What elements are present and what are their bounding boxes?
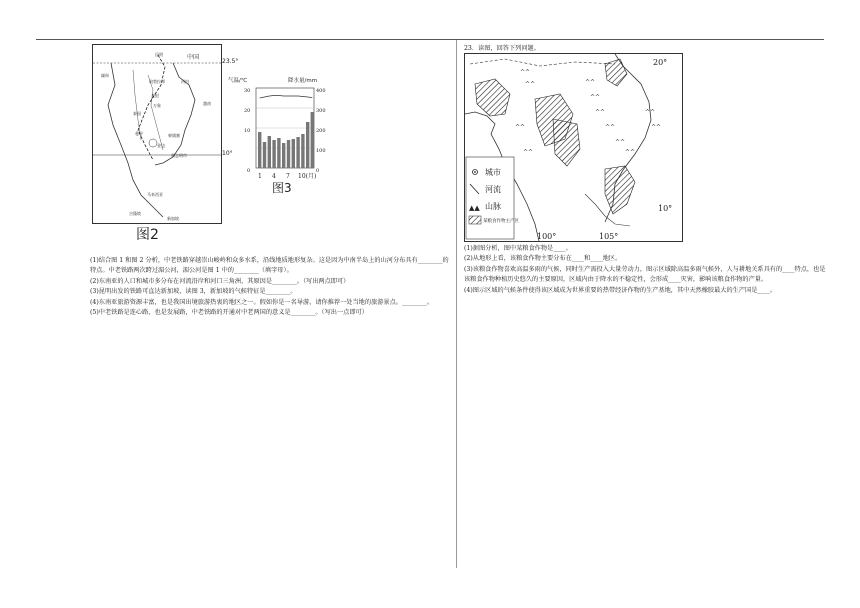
- svg-text:7: 7: [286, 173, 290, 180]
- bar-5: [277, 138, 280, 168]
- svg-text:^^: ^^: [525, 81, 536, 88]
- lat-20-label: 20°: [653, 58, 668, 67]
- question-2: (2)东南亚的人口和城市多分布在河流沿岸和河口三角洲，其原因是________。（写出两点即可）: [90, 277, 350, 285]
- svg-text:河内: 河内: [181, 79, 189, 84]
- svg-text:30: 30: [244, 88, 251, 94]
- question-5: (5)中老铁路是连心路，也是发展路，中老铁路的开通对中老两国的意义是________。（写出一点即可）: [90, 309, 368, 317]
- question-23-3: (3)该粮食作物喜欢高温多雨的气候，同时生产需投入大量劳动力，图示区域除高温多雨气候外，人与耕地关系具有的____特点，也是该粮食作物种植历史悠久的主要原因，区域内由于降水的不稳定性，会形成____灾害，影响该粮食作物的产量。: [464, 265, 826, 284]
- figure-2-map-drawing: [93, 45, 221, 223]
- svg-text:20: 20: [244, 108, 251, 114]
- bar-7: [287, 140, 290, 168]
- question-23-title: 23．读图，回答下列问题。: [464, 45, 540, 52]
- svg-text:万象: 万象: [153, 103, 161, 108]
- svg-text:^^: ^^: [523, 149, 534, 156]
- svg-text:^^: ^^: [651, 124, 662, 131]
- svg-text:新加坡: 新加坡: [167, 216, 179, 221]
- svg-text:^^: ^^: [615, 139, 626, 146]
- production-area-icon: [469, 216, 481, 224]
- lat-10-label-right: 10°: [658, 204, 673, 213]
- svg-text:马来西亚: 马来西亚: [147, 192, 163, 197]
- svg-text:^^: ^^: [590, 94, 601, 101]
- bar-11: [306, 122, 309, 168]
- question-23-2: (2)从地形上看，该粮食作物主要分布在____和____地区。: [464, 255, 622, 263]
- svg-text:0: 0: [247, 168, 251, 174]
- column-divider: [456, 40, 457, 568]
- lat-10-label: 10°: [222, 150, 233, 157]
- svg-text:4: 4: [272, 173, 276, 180]
- bar-3: [268, 136, 271, 168]
- svg-text:100: 100: [316, 148, 326, 154]
- svg-text:城市: 城市: [485, 168, 501, 177]
- top-rule: [36, 39, 824, 40]
- svg-text:10: 10: [244, 128, 251, 134]
- label-china: 中国: [187, 54, 200, 61]
- svg-text:琅勃拉邦: 琅勃拉邦: [149, 79, 165, 84]
- svg-text:山脉: 山脉: [485, 202, 501, 211]
- svg-text:400: 400: [316, 88, 326, 94]
- question-3: (3)昆明出发的铁路可直达新加坡，读图 3，新加坡的气候特征是________。: [90, 288, 297, 296]
- svg-text:^^: ^^: [625, 149, 636, 156]
- figure-3-climate-chart: [230, 76, 330, 206]
- precip-axis-label: 降水量/mm: [288, 78, 318, 84]
- bar-8: [292, 139, 295, 168]
- svg-text:老挝: 老挝: [151, 93, 159, 98]
- svg-text:金边: 金边: [157, 143, 165, 148]
- question-4: (4)东南亚旅游资源丰富，也是我国出境旅游热衷的地区之一。假如你是一名导游，请你推荐一处当地的旅游景点。________。: [90, 298, 433, 306]
- climate-plot: [230, 84, 330, 194]
- temp-axis-label: 气温/℃: [228, 78, 248, 84]
- lat-23-label: 23.5°: [222, 58, 239, 65]
- bar-2: [263, 142, 266, 168]
- figure-2-caption: 图2: [136, 227, 159, 243]
- svg-text:越南: 越南: [203, 101, 211, 106]
- question-23-map-drawing: [465, 54, 682, 241]
- bar-10: [301, 134, 304, 168]
- svg-text:^^: ^^: [595, 109, 606, 116]
- svg-text:胡志明市: 胡志明市: [171, 153, 187, 158]
- svg-text:200: 200: [316, 128, 326, 134]
- svg-text:缅甸: 缅甸: [101, 73, 109, 78]
- question-23-1: (1)据图分析，图中某粮食作物是____。: [464, 245, 572, 252]
- svg-text:泰国: 泰国: [133, 111, 141, 116]
- svg-text:1: 1: [258, 173, 262, 180]
- right-questions: [464, 244, 830, 296]
- svg-text:柬埔寨: 柬埔寨: [168, 133, 180, 138]
- svg-text:300: 300: [316, 108, 326, 114]
- svg-text:曼谷: 曼谷: [135, 131, 143, 136]
- bar-9: [296, 137, 299, 168]
- svg-text:昆明: 昆明: [155, 52, 163, 57]
- river-mekong: [148, 75, 163, 150]
- bar-4: [272, 140, 275, 168]
- bar-12: [311, 112, 314, 168]
- svg-text:^^: ^^: [585, 79, 596, 86]
- lon-100-label: 100°: [537, 232, 557, 241]
- bar-1: [258, 132, 261, 168]
- svg-text:10(月): 10(月): [298, 173, 317, 180]
- figure-2-map: [92, 44, 222, 224]
- question-1: (1)结合图 1 和图 2 分析，中老铁路穿越崇山峻岭和众多水系，沿线地质地形复杂。这是因为中南半岛上的山河分布具有________的特点。中老铁路两次跨过湄公河，湄公河是图 1 中的________（填字母）。: [90, 257, 449, 275]
- figure-3-caption: 图3: [272, 181, 292, 194]
- lake-marker: [149, 139, 157, 147]
- svg-text:某粮食作物主产区: 某粮食作物主产区: [483, 219, 519, 224]
- question-23-map: [464, 53, 683, 242]
- svg-text:吉隆坡: 吉隆坡: [129, 211, 141, 216]
- svg-text:^^: ^^: [605, 124, 616, 131]
- svg-text:0: 0: [316, 168, 320, 174]
- svg-text:^^: ^^: [515, 124, 526, 131]
- svg-text:^^: ^^: [520, 69, 531, 76]
- lon-105-label: 105°: [599, 232, 619, 241]
- question-23-4: (4)图示区域的气候条件使得该区域成为世界重要的热带经济作物的生产基地，其中天然橡胶最大的生产国是____。: [464, 286, 776, 294]
- river-west: [133, 70, 141, 140]
- svg-text:河流: 河流: [485, 185, 501, 194]
- bar-6: [282, 143, 285, 168]
- svg-text:^^: ^^: [645, 109, 656, 116]
- left-questions: [90, 256, 452, 318]
- mountain-icon: ▲▲: [469, 204, 480, 212]
